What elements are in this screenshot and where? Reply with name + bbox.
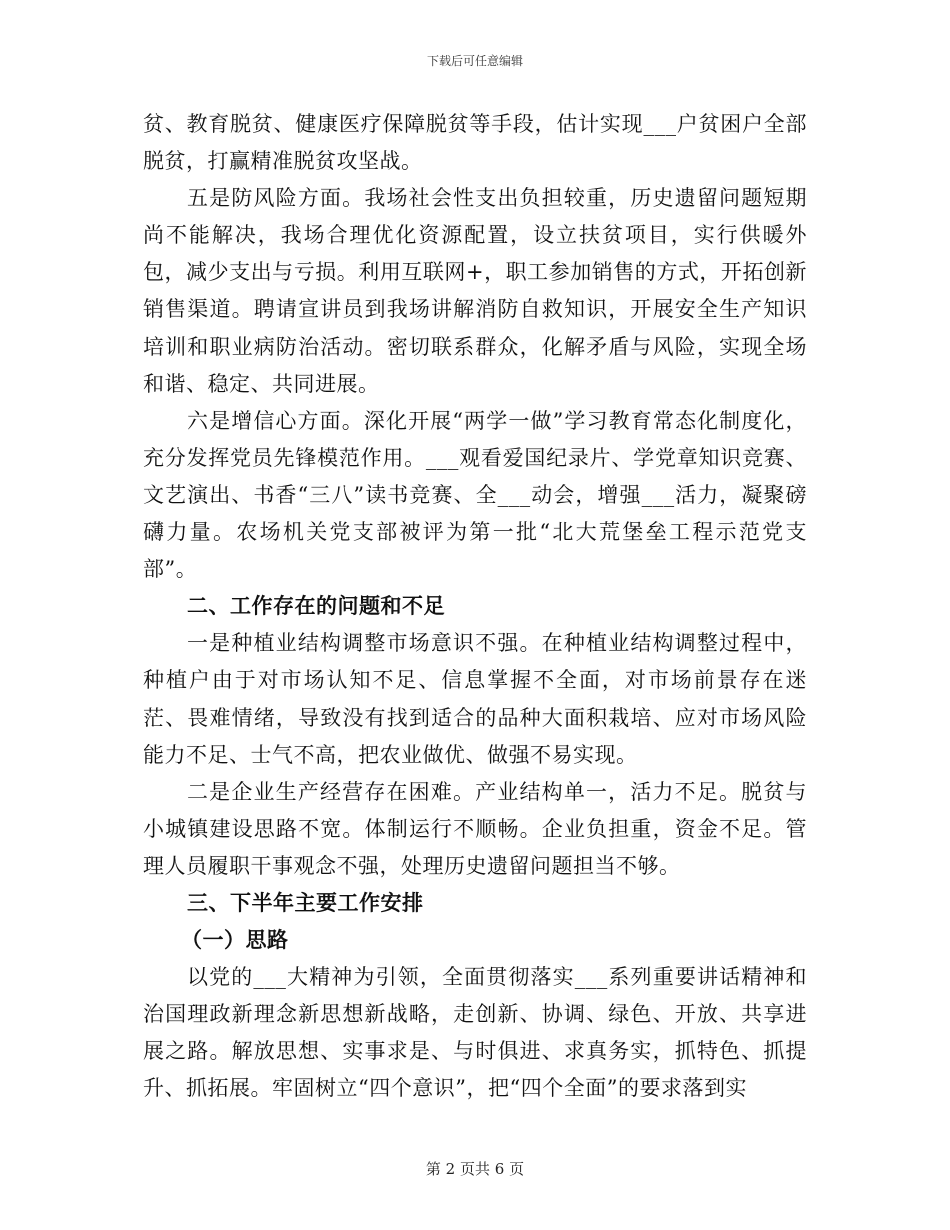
paragraph-confidence: 六是增信心方面。深化开展“两学一做”学习教育常态化制度化，充分发挥党员先锋模范作用。___观看爱国纪录片、学党章知识竞赛、文艺演出、书香“三八”读书竞赛、全___动会，增强___活力，凝聚磅礴力量。农场机关党支部被评为第一批“北大荒堡垒工程示范党支部”。 xyxy=(143,408,807,582)
paragraph-problem-two: 二是企业生产经营存在困难。产业结构单一，活力不足。脱贫与小城镇建设思路不宽。体制运行不顺畅。企业负担重，资金不足。管理人员履职干事观念不强，处理历史遗留问题担当不够。 xyxy=(143,779,807,878)
paragraph-continuation: 贫、教育脱贫、健康医疗保障脱贫等手段，估计实现___户贫困户全部脱贫，打赢精准脱贫攻坚战。 xyxy=(143,112,807,174)
section-heading-plan: 三、下半年主要工作安排 xyxy=(187,890,424,915)
paragraph-risk-prevention: 五是防风险方面。我场社会性支出负担较重，历史遗留问题短期尚不能解决，我场合理优化资源配置，设立扶贫项目，实行供暖外包，减少支出与亏损。利用互联网+，职工参加销售的方式，开拓创新销售渠道。聘请宣讲员到我场讲解消防自救知识，开展安全生产知识培训和职业病防治活动。密切联系群众，化解矛盾与风险，实现全场和谐、稳定、共同进展。 xyxy=(143,186,807,396)
page-number: 第 2 页共 6 页 xyxy=(425,1160,525,1178)
header-note: 下载后可任意编辑 xyxy=(426,54,523,68)
document-body xyxy=(143,106,807,1108)
paragraph-problem-one: 一是种植业结构调整市场意识不强。在种植业结构调整过程中，种植户由于对市场认知不足、信息掌握不全面，对市场前景存在迷茫、畏难情绪，导致没有找到适合的品种大面积栽培、应对市场风险能力不足、士气不高，把农业做优、做强不易实现。 xyxy=(143,631,807,767)
section-heading-problems: 二、工作存在的问题和不足 xyxy=(187,594,445,619)
subsection-heading-approach: （一）思路 xyxy=(181,928,289,953)
paragraph-approach: 以党的___大精神为引领，全面贯彻落实___系列重要讲话精神和治国理政新理念新思想新战略，走创新、协调、绿色、开放、共享进展之路。解放思想、实事求是、与时俱进、求真务实，抓特色、抓提升、抓拓展。牢固树立“四个意识”，把“四个全面”的要求落到实 xyxy=(143,965,807,1101)
